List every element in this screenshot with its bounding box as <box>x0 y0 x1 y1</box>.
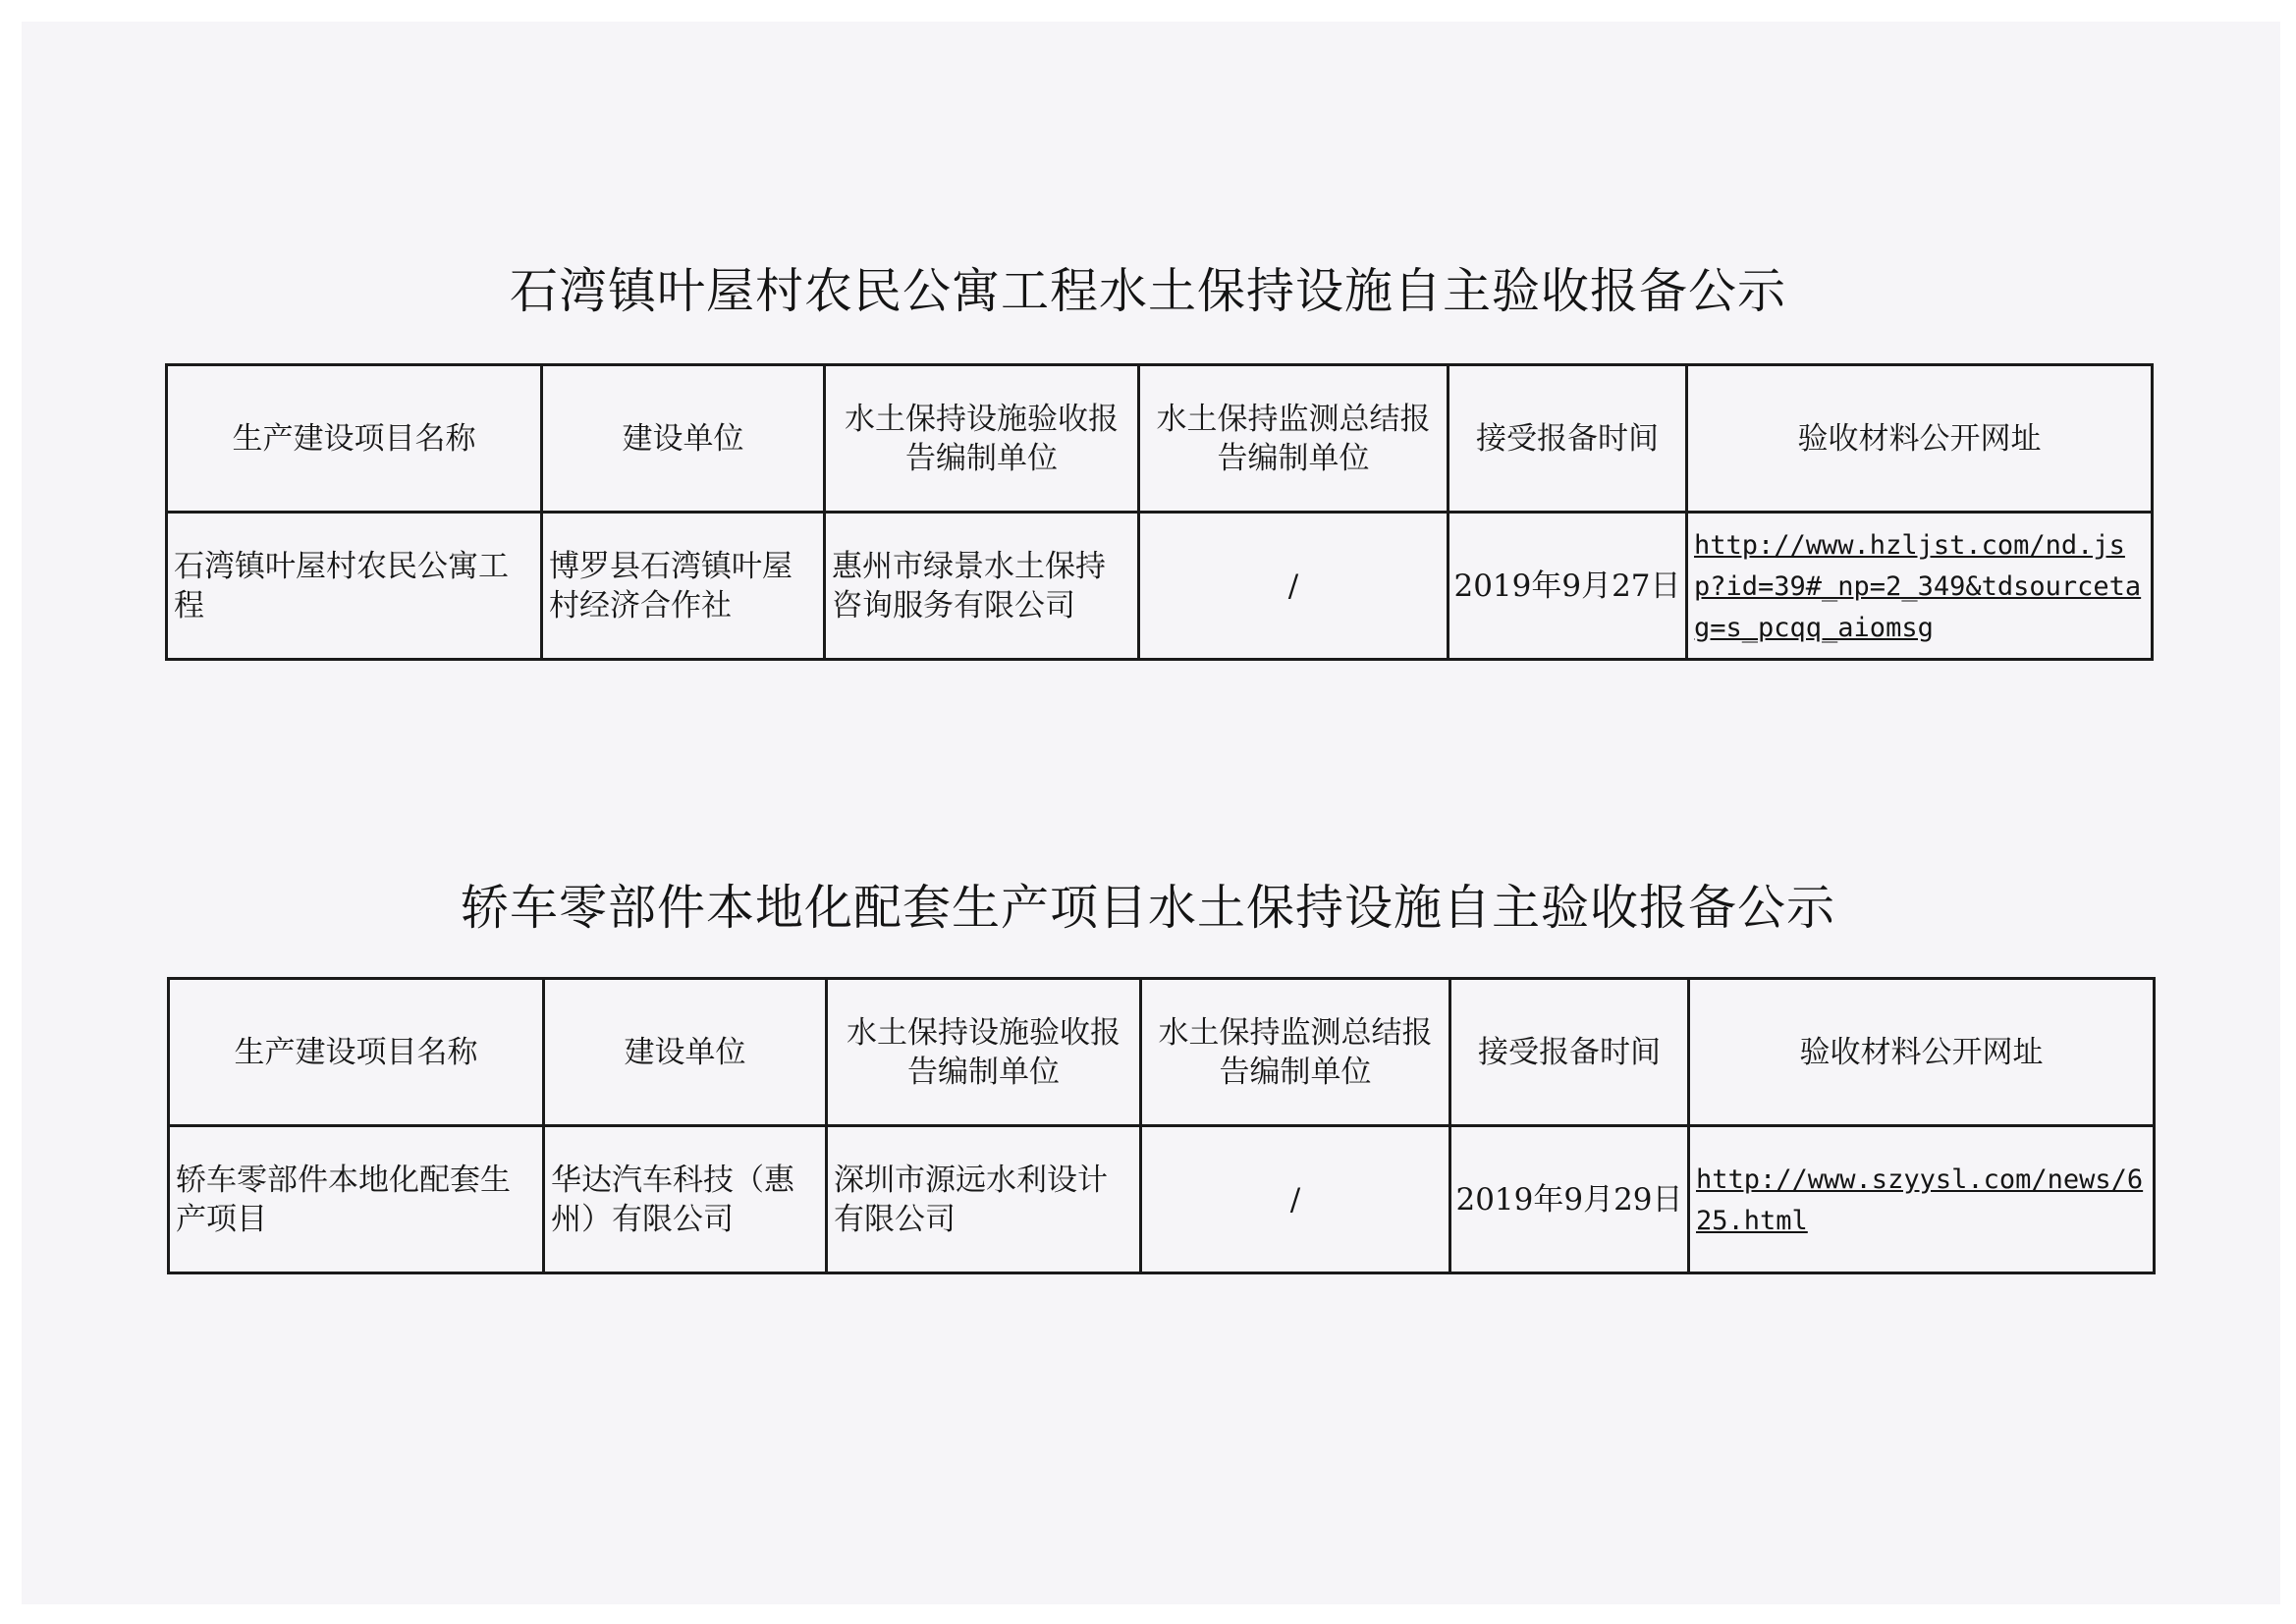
scanned-page <box>22 22 2280 1604</box>
header-acceptance-report-unit: 水土保持设施验收报告编制单位 <box>827 979 1141 1126</box>
cell-construction-unit: 博罗县石湾镇叶屋村经济合作社 <box>542 513 825 660</box>
header-construction-unit: 建设单位 <box>542 365 825 513</box>
cell-monitoring-report-unit: / <box>1139 513 1449 660</box>
materials-url-link[interactable]: http://www.hzljst.com/nd.jsp?id=39#_np=2_349&tdsourcetag=s_pcqq_aiomsg <box>1694 529 2142 643</box>
table-row <box>167 513 2153 660</box>
cell-materials-url <box>1687 513 2153 660</box>
header-filing-time: 接受报备时间 <box>1449 365 1687 513</box>
cell-acceptance-report-unit: 深圳市源远水利设计有限公司 <box>827 1126 1141 1273</box>
cell-project-name: 轿车零部件本地化配套生产项目 <box>169 1126 544 1273</box>
cell-filing-time: 2019年9月29日 <box>1450 1126 1689 1273</box>
header-materials-url: 验收材料公开网址 <box>1687 365 2153 513</box>
header-monitoring-report-unit: 水土保持监测总结报告编制单位 <box>1139 365 1449 513</box>
header-project-name: 生产建设项目名称 <box>169 979 544 1126</box>
header-acceptance-report-unit: 水土保持设施验收报告编制单位 <box>825 365 1139 513</box>
table-header-row <box>167 365 2153 513</box>
cell-project-name: 石湾镇叶屋村农民公寓工程 <box>167 513 542 660</box>
cell-acceptance-report-unit: 惠州市绿景水土保持咨询服务有限公司 <box>825 513 1139 660</box>
header-project-name: 生产建设项目名称 <box>167 365 542 513</box>
cell-monitoring-report-unit: / <box>1141 1126 1450 1273</box>
header-construction-unit: 建设单位 <box>544 979 827 1126</box>
notice-title-1: 石湾镇叶屋村农民公寓工程水土保持设施自主验收报备公示 <box>509 263 1786 319</box>
notice-table-1 <box>165 363 2154 661</box>
notice-title-2: 轿车零部件本地化配套生产项目水土保持设施自主验收报备公示 <box>460 880 1835 936</box>
notice-table-2 <box>167 977 2156 1274</box>
cell-materials-url <box>1689 1126 2155 1273</box>
header-filing-time: 接受报备时间 <box>1450 979 1689 1126</box>
header-materials-url: 验收材料公开网址 <box>1689 979 2155 1126</box>
materials-url-link[interactable]: http://www.szyysl.com/news/625.html <box>1696 1164 2144 1236</box>
cell-filing-time: 2019年9月27日 <box>1449 513 1687 660</box>
table-row <box>169 1126 2155 1273</box>
table-header-row <box>169 979 2155 1126</box>
cell-construction-unit: 华达汽车科技（惠州）有限公司 <box>544 1126 827 1273</box>
header-monitoring-report-unit: 水土保持监测总结报告编制单位 <box>1141 979 1450 1126</box>
